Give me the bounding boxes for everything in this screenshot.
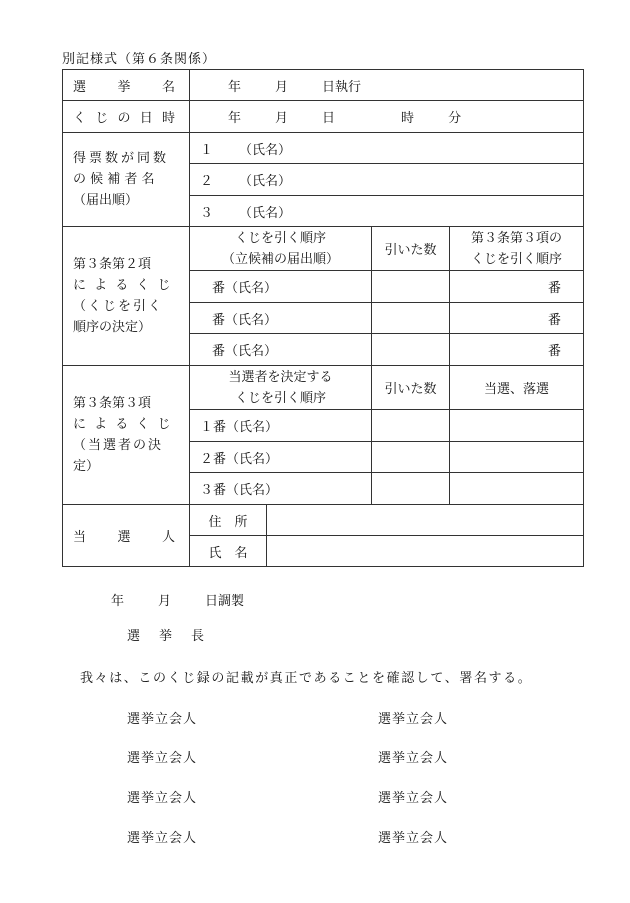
label-char: 日	[139, 111, 153, 126]
winner-address-row	[63, 505, 584, 536]
order-field[interactable]: 番	[450, 271, 584, 303]
witness-signature[interactable]: 選挙立会人	[378, 751, 449, 766]
col-drawn-number: 引いた数	[372, 366, 450, 410]
drawn-number-field[interactable]	[372, 473, 450, 505]
section2-header-row	[63, 227, 584, 271]
win-lose-field[interactable]	[450, 442, 584, 473]
tie-candidate-field[interactable]: ３ （氏名）	[190, 196, 584, 227]
order-name-field[interactable]: 番（氏名）	[190, 271, 372, 303]
witness-signature[interactable]: 選挙立会人	[378, 791, 449, 806]
name-label: 氏 名	[190, 536, 267, 567]
col-winner-draw-order: 当選者を決定する くじを引く順序	[190, 366, 372, 410]
section3-header-row	[63, 366, 584, 410]
witness-signature[interactable]: 選挙立会人	[378, 712, 449, 727]
lottery-datetime-field[interactable]	[190, 101, 584, 133]
order-field[interactable]: 番	[450, 334, 584, 366]
declaration-text: 我々は、このくじ録の記載が真正であることを確認して、署名する。	[80, 671, 533, 686]
order-name-field[interactable]: 番（氏名）	[190, 303, 372, 334]
label-char: く	[73, 111, 87, 126]
order-name-field[interactable]: １番（氏名）	[190, 410, 372, 442]
month-label: 月	[275, 79, 289, 95]
label-char: 時	[161, 111, 175, 126]
tie-candidate-row	[63, 133, 584, 164]
witness-signature[interactable]: 選挙立会人	[127, 712, 198, 727]
order-name-field[interactable]: ３番（氏名）	[190, 473, 372, 505]
witness-signature[interactable]: 選挙立会人	[127, 751, 198, 766]
witness-signature[interactable]: 選挙立会人	[378, 831, 449, 846]
winner-name-field[interactable]	[267, 536, 584, 567]
col-drawn-number: 引いた数	[372, 227, 450, 271]
address-label: 住 所	[190, 505, 267, 536]
day-exec-label: 日執行	[322, 79, 362, 95]
tie-candidates-label: 得票数が同数 の 候 補 者 名 （届出順）	[63, 133, 190, 227]
win-lose-field[interactable]	[450, 473, 584, 505]
tie-candidate-field[interactable]: ２ （氏名）	[190, 164, 584, 196]
drawn-number-field[interactable]	[372, 334, 450, 366]
row-lottery-datetime	[63, 101, 584, 133]
tie-candidate-field[interactable]: １ （氏名）	[190, 133, 584, 164]
win-lose-field[interactable]	[450, 410, 584, 442]
order-name-field[interactable]: ２番（氏名）	[190, 442, 372, 473]
election-date-field[interactable]	[190, 70, 584, 101]
label-char: 選	[73, 79, 87, 95]
winner-label: 当 選 人	[63, 505, 190, 567]
day-label: 日	[322, 111, 336, 126]
section3-label: 第３条第３項 に よ る く じ （当選者の決 定）	[63, 366, 190, 505]
form-title: 別記様式（第６条関係）	[62, 52, 217, 67]
lottery-record-table	[62, 69, 584, 567]
order-name-field[interactable]: 番（氏名）	[190, 334, 372, 366]
col-draw-order: くじを引く順序 （立候補の届出順）	[190, 227, 372, 271]
year-label: 年	[228, 79, 242, 95]
section2-label: 第３条第２項 に よ る く じ （くじを引く 順序の決定）	[63, 227, 190, 366]
drawn-number-field[interactable]	[372, 271, 450, 303]
col-win-lose: 当選、落選	[450, 366, 584, 410]
order-field[interactable]: 番	[450, 303, 584, 334]
prepared-date: 年 月 日調製	[111, 594, 245, 609]
minute-label: 分	[448, 111, 462, 126]
hour-label: 時	[401, 111, 415, 126]
year-label: 年	[228, 111, 242, 126]
col-section3-order: 第３条第３項の くじを引く順序	[450, 227, 584, 271]
month-label: 月	[275, 111, 289, 126]
label-char: じ	[95, 111, 109, 126]
label-char: の	[117, 111, 131, 126]
label-char: 挙	[117, 79, 131, 95]
election-chief: 選 挙 長	[127, 629, 208, 644]
drawn-number-field[interactable]	[372, 410, 450, 442]
winner-address-field[interactable]	[267, 505, 584, 536]
drawn-number-field[interactable]	[372, 303, 450, 334]
witness-signature[interactable]: 選挙立会人	[127, 791, 198, 806]
row-election-name	[63, 70, 584, 101]
label-char: 名	[161, 79, 175, 95]
witness-signature[interactable]: 選挙立会人	[127, 831, 198, 846]
drawn-number-field[interactable]	[372, 442, 450, 473]
